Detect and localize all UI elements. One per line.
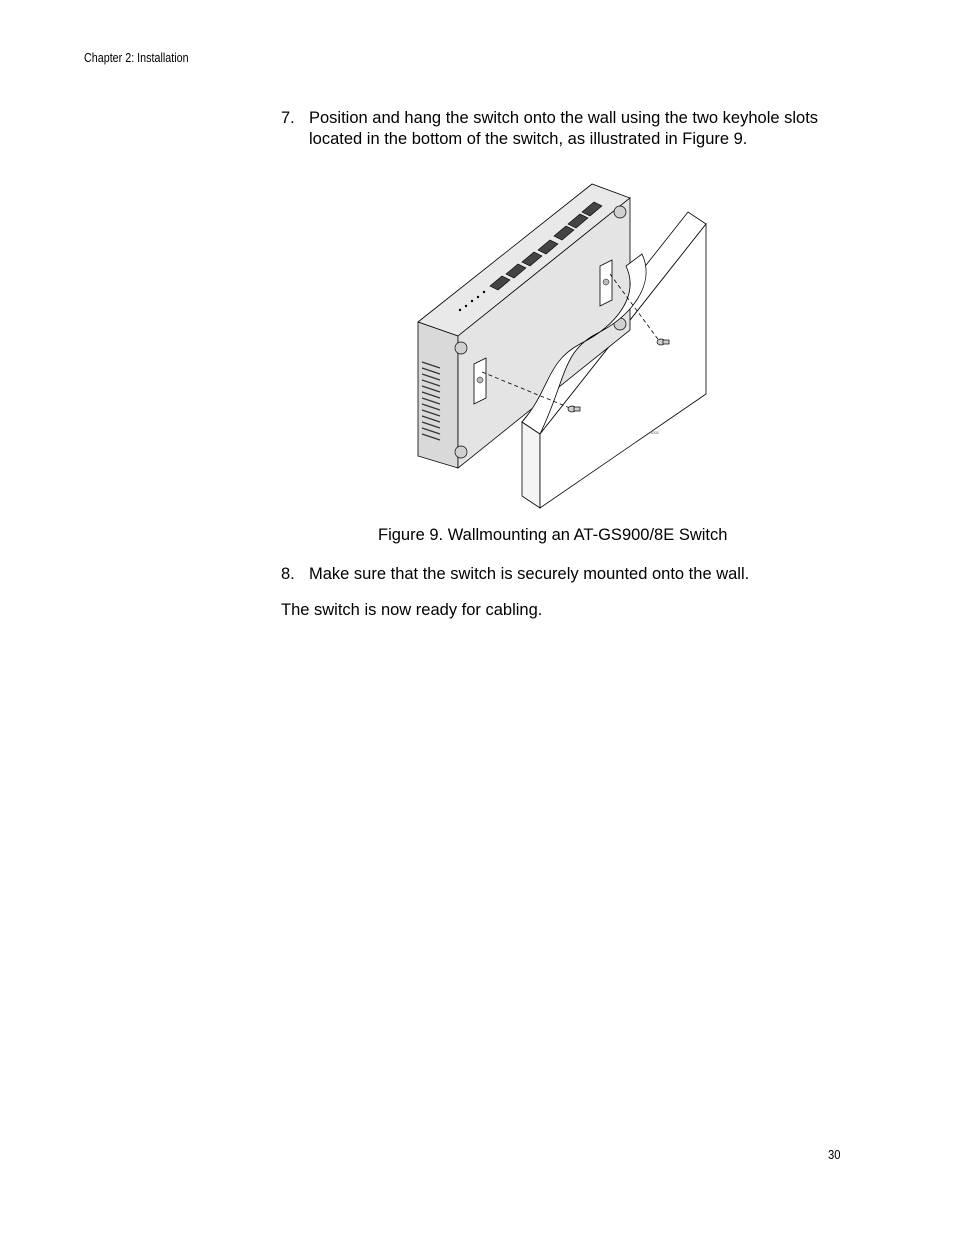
step-text: Make sure that the switch is securely mounted onto the wall. (309, 565, 750, 583)
step-8 (281, 564, 841, 585)
step-text: Position and hang the switch onto the wall using the two keyhole slots located in the bottom of the switch, as illustrated in Figure 9. (309, 109, 819, 148)
chapter-header: Chapter 2: Installation (84, 51, 189, 65)
wallmount-figure (410, 176, 710, 516)
closing-paragraph: The switch is now ready for cabling. (281, 601, 543, 619)
page-number: 30 (828, 1148, 841, 1162)
figure-caption: Figure 9. Wallmounting an AT-GS900/8E Switch (378, 526, 728, 544)
step-number: 8. (281, 565, 295, 583)
step-7 (281, 108, 841, 150)
figure-id: 1002 (650, 430, 659, 435)
step-number: 7. (281, 109, 295, 127)
